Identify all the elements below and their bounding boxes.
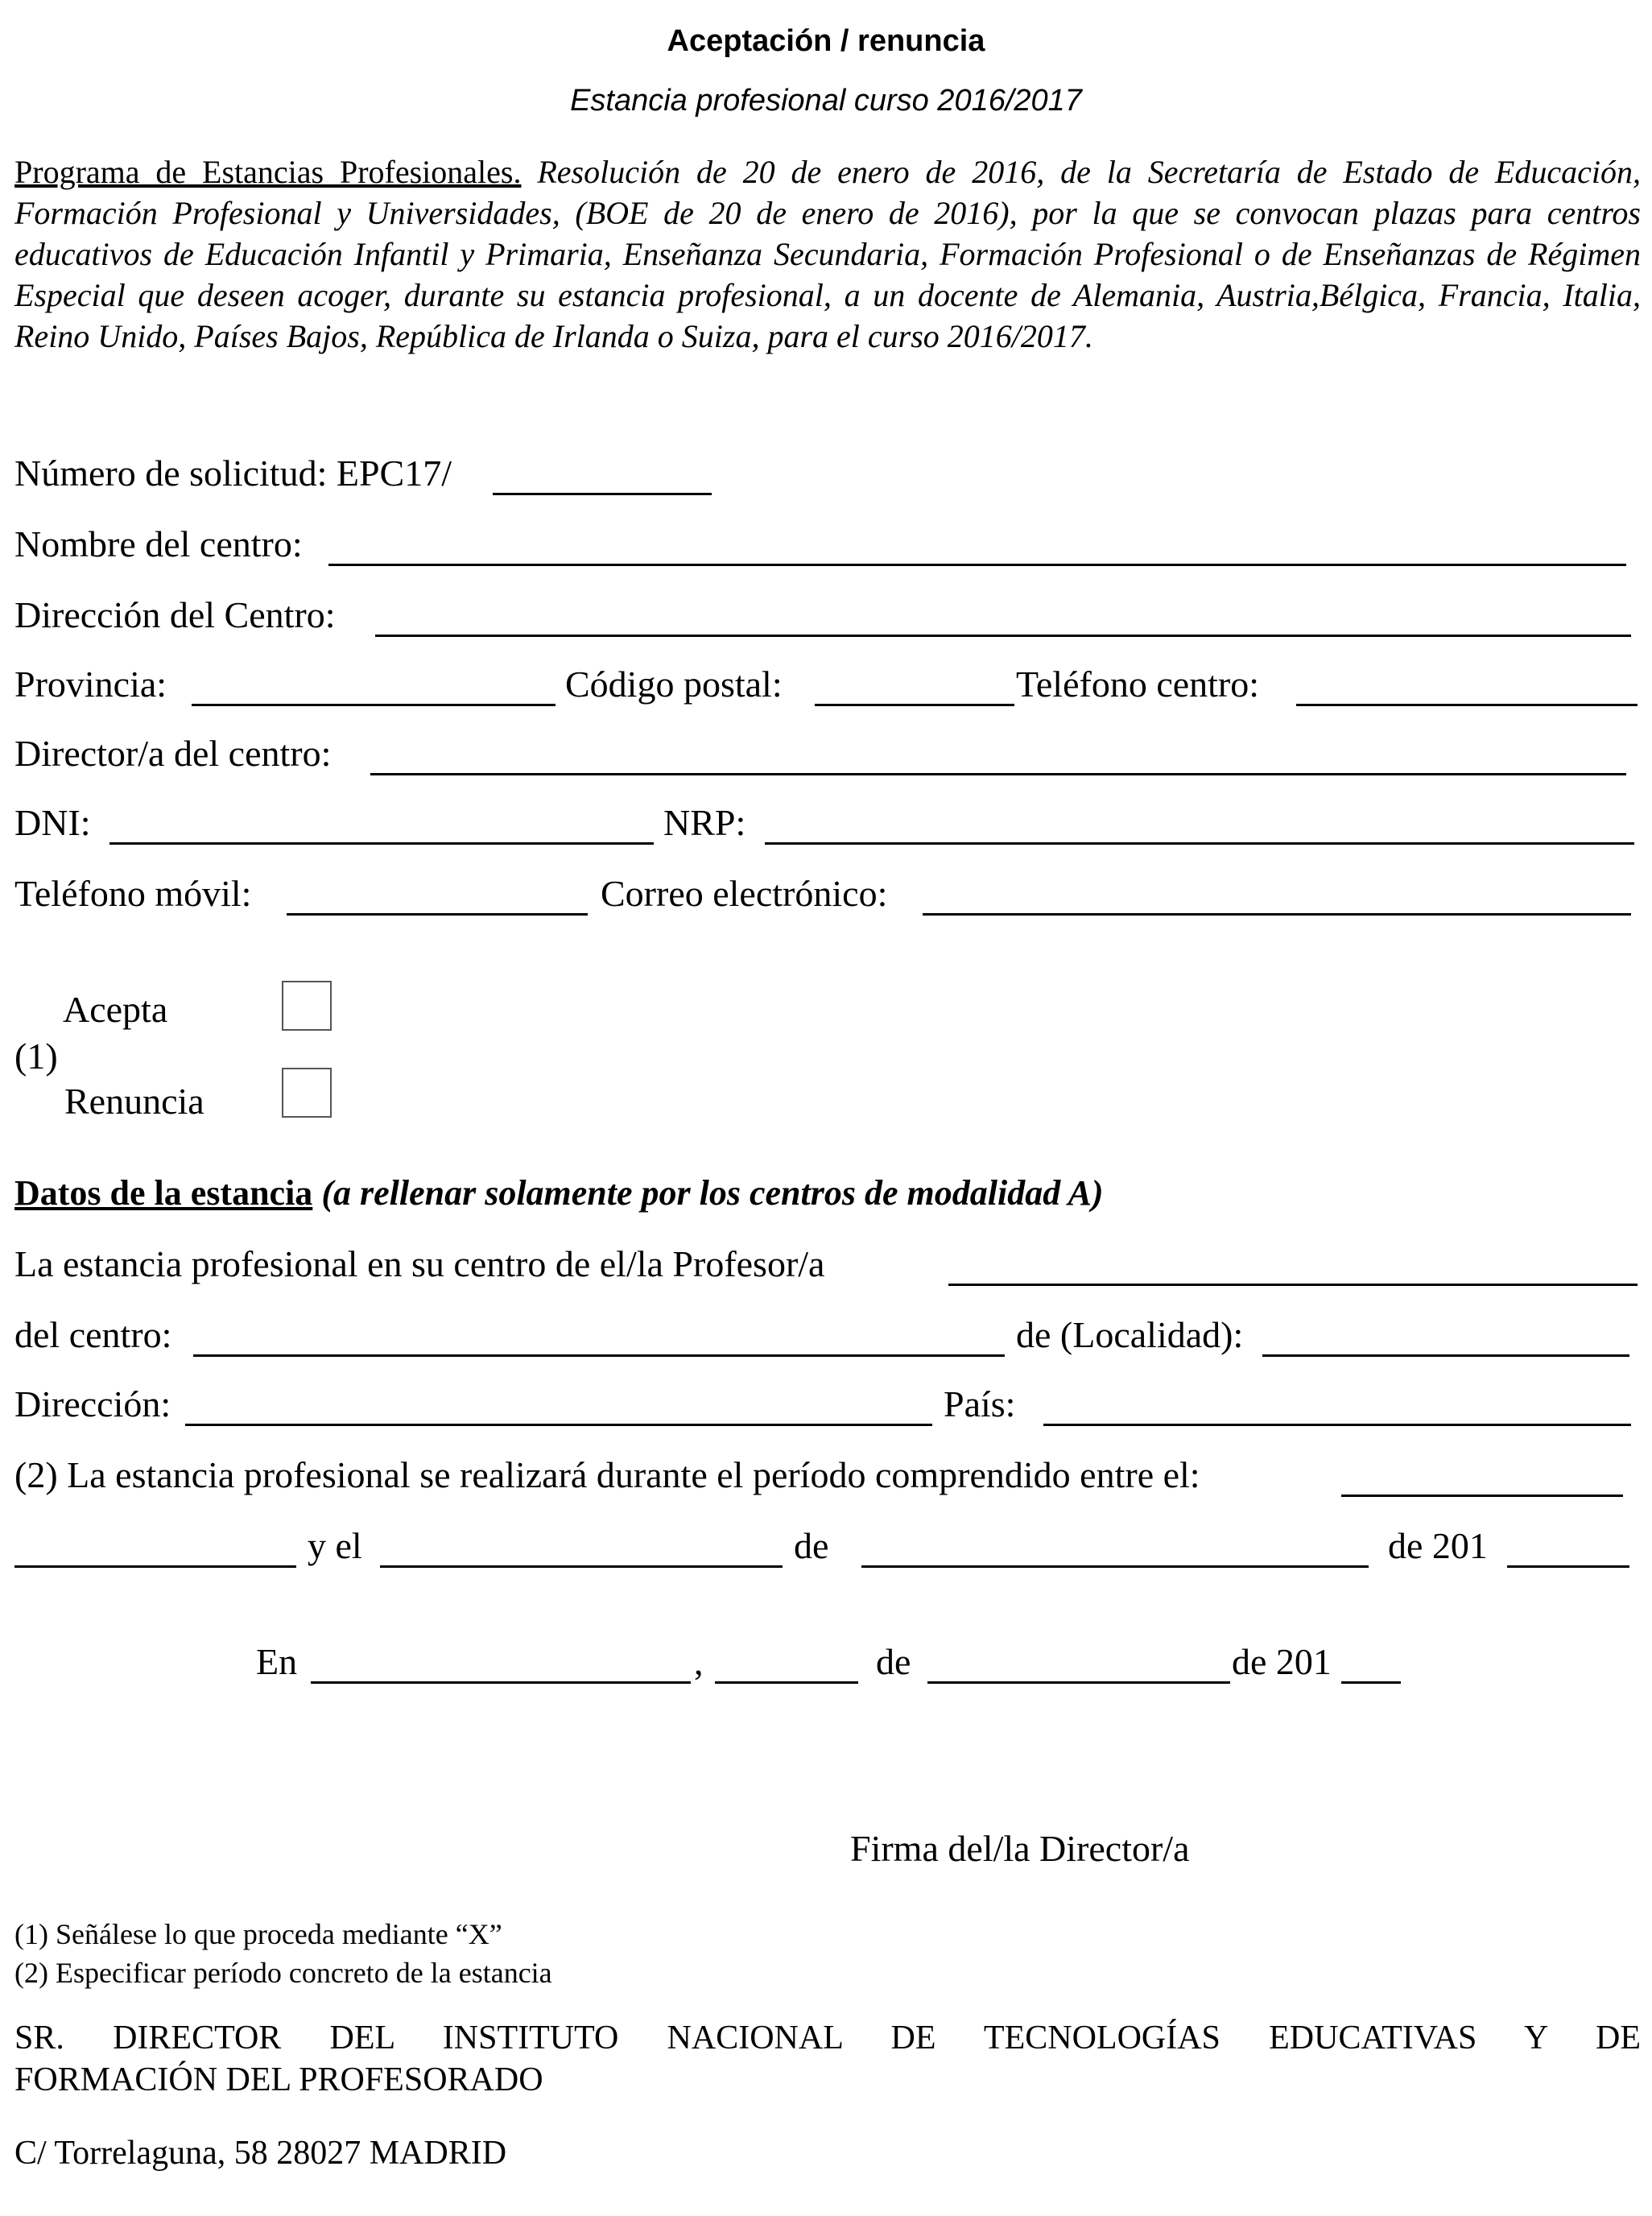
recipient-line-1: SR. DIRECTOR DEL INSTITUTO NACIONAL DE TECNOLOGÍAS EDUCATIVAS Y DE xyxy=(14,2020,1641,2057)
document-title: Aceptación / renuncia xyxy=(667,24,985,58)
program-name: Programa de Estancias Profesionales. xyxy=(14,154,522,190)
solicitud-label: Número de solicitud: EPC17/ xyxy=(14,453,452,494)
dni-label: DNI: xyxy=(14,802,91,843)
en-label: En xyxy=(256,1641,298,1682)
periodo-year-label: de 201 xyxy=(1388,1525,1488,1566)
sign-year-field[interactable] xyxy=(1341,1681,1401,1684)
recipient-address: C/ Torrelaguna, 58 28027 MADRID xyxy=(14,2135,507,2172)
del-centro-field[interactable] xyxy=(193,1354,1005,1357)
note-ref-1: (1) xyxy=(14,1036,58,1077)
datos-title-note: (a rellenar solamente por los centros de modalidad A) xyxy=(312,1173,1104,1213)
del-centro-label: del centro: xyxy=(14,1314,172,1355)
direccion-centro-label: Dirección del Centro: xyxy=(14,594,336,635)
nombre-centro-field[interactable] xyxy=(328,564,1626,566)
dni-field[interactable] xyxy=(109,842,654,845)
profesor-field[interactable] xyxy=(948,1284,1638,1286)
comma-sep: , xyxy=(694,1641,704,1682)
localidad-field[interactable] xyxy=(1262,1354,1629,1357)
codigo-postal-field[interactable] xyxy=(815,704,1014,706)
datos-section-title xyxy=(14,1172,1104,1213)
director-label: Director/a del centro: xyxy=(14,733,332,774)
periodo-start-cont-field[interactable] xyxy=(14,1565,296,1568)
periodo-end-month-field[interactable] xyxy=(861,1565,1369,1568)
direccion-centro-field[interactable] xyxy=(375,635,1631,637)
correo-label: Correo electrónico: xyxy=(601,873,888,914)
nombre-centro-label: Nombre del centro: xyxy=(14,523,303,564)
profesor-label: La estancia profesional en su centro de el/la Profesor/a xyxy=(14,1243,825,1284)
telefono-movil-field[interactable] xyxy=(287,913,588,916)
telefono-centro-label: Teléfono centro: xyxy=(1016,664,1260,705)
footnote-1: (1) Señálese lo que proceda mediante “X” xyxy=(14,1918,502,1950)
periodo-de-label: de xyxy=(794,1525,829,1566)
periodo-label: (2) La estancia profesional se realizará durante el período comprendido entre el: xyxy=(14,1454,1200,1495)
nrp-field[interactable] xyxy=(765,842,1634,845)
direccion-field[interactable] xyxy=(185,1424,932,1426)
acepta-label: Acepta xyxy=(63,989,168,1030)
periodo-start-field[interactable] xyxy=(1341,1495,1623,1497)
periodo-year-field[interactable] xyxy=(1507,1565,1629,1568)
place-field[interactable] xyxy=(311,1681,691,1684)
month-field[interactable] xyxy=(927,1681,1230,1684)
periodo-end-day-field[interactable] xyxy=(380,1565,783,1568)
sign-year-label: de 201 xyxy=(1232,1641,1332,1682)
footnote-2: (2) Especificar período concreto de la estancia xyxy=(14,1957,552,1989)
renuncia-label: Renuncia xyxy=(64,1081,204,1122)
telefono-centro-field[interactable] xyxy=(1296,704,1638,706)
telefono-movil-label: Teléfono móvil: xyxy=(14,873,252,914)
datos-title-main: Datos de la estancia xyxy=(14,1173,313,1213)
firma-label: Firma del/la Director/a xyxy=(850,1828,1190,1869)
codigo-postal-label: Código postal: xyxy=(565,664,783,705)
renuncia-checkbox[interactable] xyxy=(282,1068,332,1118)
provincia-label: Provincia: xyxy=(14,664,167,705)
y-el-label: y el xyxy=(308,1525,362,1566)
localidad-label: de (Localidad): xyxy=(1016,1314,1244,1355)
provincia-field[interactable] xyxy=(192,704,555,706)
intro-paragraph xyxy=(14,151,1641,357)
solicitud-field[interactable] xyxy=(493,493,712,495)
correo-field[interactable] xyxy=(923,913,1631,916)
sign-de-label: de xyxy=(876,1641,911,1682)
resolution-text: Resolución de 20 de enero de 2016, de la Secretaría de Estado de Educación, Formación Profesional y Universidades, (BOE de 20 de enero de 2016), por la que se convocan plazas para centros educativos de Educación Infantil y Primaria, Enseñanza Secundaria, Formación Profesional o de Enseñanzas de Régimen Especial que deseen acoger, durante su estancia profesional, a un docente de Alemania, Austria,Bélgica, Francia, Italia, Reino Unido, Países Bajos, República de Irlanda o Suiza, para el curso 2016/2017. xyxy=(14,154,1642,354)
pais-label: País: xyxy=(944,1383,1016,1424)
recipient-line-2: FORMACIÓN DEL PROFESORADO xyxy=(14,2061,543,2098)
acepta-checkbox[interactable] xyxy=(282,981,332,1031)
director-field[interactable] xyxy=(370,773,1626,775)
direccion-label: Dirección: xyxy=(14,1383,171,1424)
pais-field[interactable] xyxy=(1043,1424,1631,1426)
nrp-label: NRP: xyxy=(663,802,746,843)
document-subtitle: Estancia profesional curso 2016/2017 xyxy=(570,84,1082,118)
day-field[interactable] xyxy=(715,1681,858,1684)
